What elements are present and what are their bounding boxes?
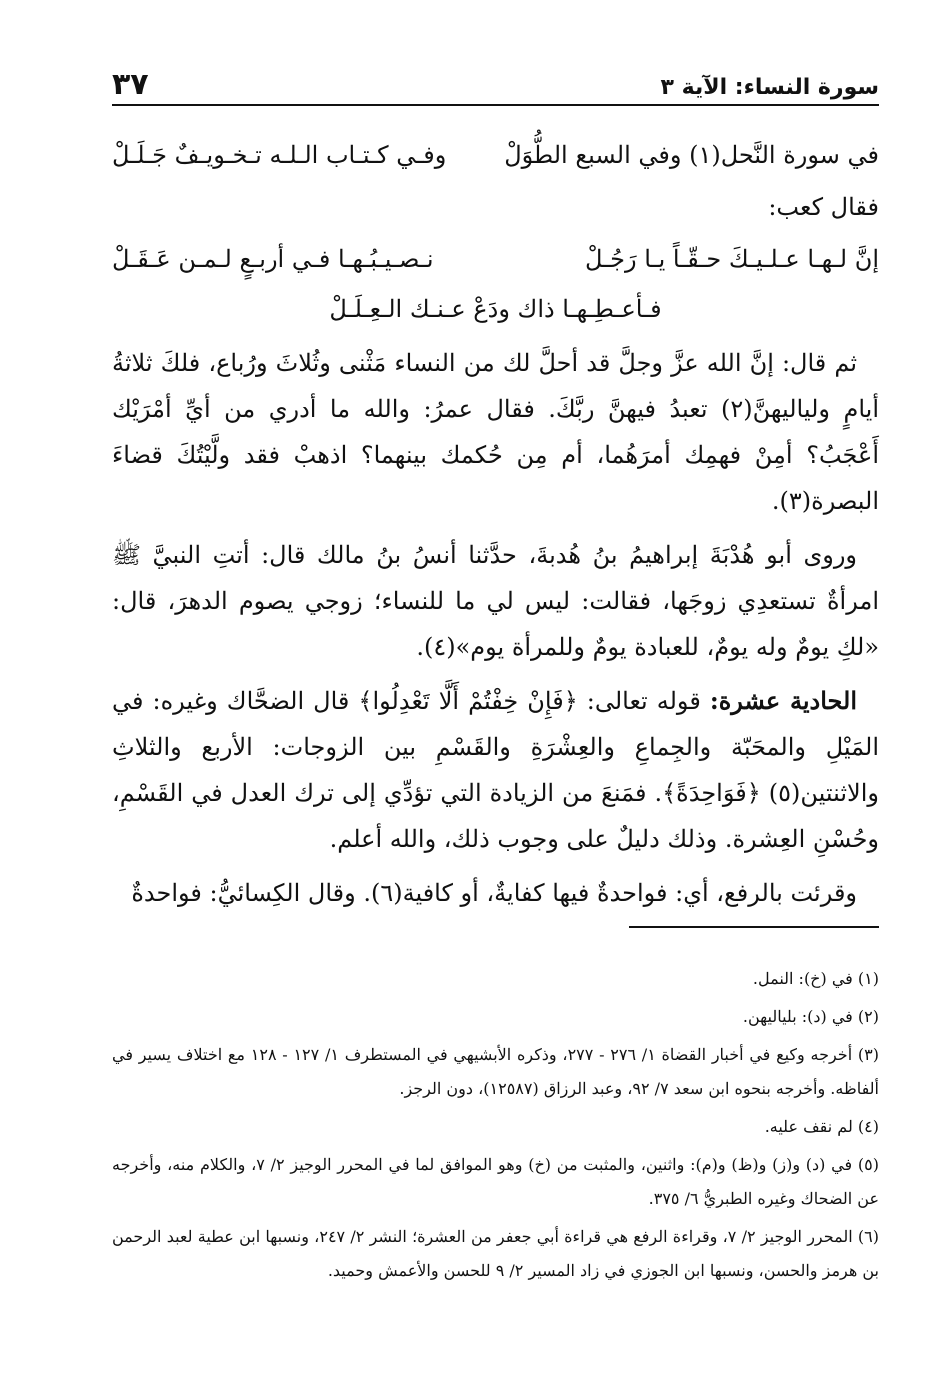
poem-verse-1 bbox=[112, 132, 879, 178]
main-text bbox=[112, 128, 879, 924]
page-number: ٣٧ bbox=[112, 67, 149, 102]
verse-1-first-hemistich: في سورة النَّحل(١) وفي السبع الطُّوَلْ bbox=[504, 141, 879, 169]
kaab-intro: فقال كعب: bbox=[768, 193, 879, 221]
page-header bbox=[112, 64, 879, 106]
footnote-4: (٤) لم نقف عليه. bbox=[764, 1117, 879, 1136]
poem-verse-2 bbox=[112, 236, 879, 282]
paragraph-reading: وقرئت بالرفع، أي: فواحدةٌ فيها كفايةٌ، أو كافية(٦). وقال الكِسائيُّ: فواحدةٌ bbox=[131, 879, 857, 907]
footnote-6: (٦) المحرر الوجيز ٢/ ٧، وقراءة الرفع هي قراءة أبي جعفر من العشرة؛ النشر ٢/ ٢٤٧، ونسبها ابن عطية لعبد الرحمن بن هرمز والحسن، ونسبها ابن الجوزي في زاد المسير ٢/ ٩ للحسن والأعمش وحميد. bbox=[112, 1227, 879, 1280]
footnote-5: (٥) في (د) و(ز) و(ظ) و(م): واثنين، والمثبت من (خ) وهو الموافق لما في المحرر الوجيز ٢/ ٧، والكلام منه، وأخرجه عن الضحاك وغيره الطبريُّ ٦/ ٣٧٥. bbox=[112, 1155, 879, 1208]
section-text: قوله تعالى: ﴿فَإِنْ خِفْتُمْ أَلَّا تَعْدِلُوا﴾ قال الضحَّاك وغيره: في المَيْلِ والمحَبّة والجِماعِ والعِشْرَةِ والقَسْمِ بين الزوجات: الأربع والثلاثِ والاثنتين(٥) ﴿فَوَاحِدَةً﴾. فمَنعَ من الزيادة التي تؤدِّي إلى ترك العدل في القَسْمِ، وحُسْنِ العِشرة. وذلك دليلٌ على وجوب ذلك، والله أعلم. bbox=[112, 687, 879, 853]
verse-1-second-hemistich: وفـي كـتـاب الـلـه تـخـويـفٌ جَـلَـلْ bbox=[112, 141, 447, 169]
section-label: الحادية عشرة: bbox=[709, 686, 857, 715]
poem-verse-3 bbox=[112, 286, 879, 332]
paragraph-hadith: وروى أبو هُدْبَةَ إبراهيمُ بنُ هُدبةَ، حدَّثنا أنسُ بنُ مالك قال: أتتِ النبيَّ ﷺ امرأةٌ تستعدِي زوجَها، فقالت: ليس لي ما للنساء؛ زوجي يصوم الدهرَ، قال: «لكِ يومٌ وله يومٌ، للعبادة يومٌ وللمرأة يوم»(٤). bbox=[112, 541, 879, 661]
running-title: سورة النساء: الآية ٣ bbox=[660, 75, 879, 100]
footnote-3: (٣) أخرجه وكيع في أخبار القضاة ١/ ٢٧٦ - ٢٧٧، وذكره الأبشيهي في المستطرف ١/ ١٢٧ - ١٢٨ مع اختلاف يسير في ألفاظه. وأخرجه بنحوه ابن سعد ٧/ ٩٢، وعبد الرزاق (١٢٥٨٧)، دون الرجز. bbox=[112, 1045, 879, 1098]
footnote-1: (١) في (خ): النمل. bbox=[752, 969, 879, 988]
footnotes bbox=[112, 958, 879, 1292]
verse-2-first-hemistich: إنَّ لـهـا عـلـيـكَ حـقّـاً يـا رَجُـلْ bbox=[584, 245, 879, 273]
paragraph-eleventh bbox=[112, 678, 879, 862]
footnote-separator bbox=[629, 926, 879, 928]
verse-3-text: فـأعـطِـهـا ذاك ودَعْ عـنـك الـعِـلَـلْ bbox=[329, 295, 662, 323]
footnote-2: (٢) في (د): بلياليهن. bbox=[742, 1007, 879, 1026]
paragraph-umar: ثم قال: إنَّ الله عزَّ وجلَّ قد أحلَّ لك من النساء مَثْنى وثُلاثَ ورُباع، فلكَ ثلاثةُ أيامٍ ولياليهنَّ(٢) تعبدُ فيهنَّ ربَّكَ. فقال عمرُ: والله ما أدري من أيِّ أمْرَيْك أَعْجَبُ؟ أمِنْ فهمِك أمرَهُما، أم مِن حُكمك بينهما؟ اذهبْ فقد ولَّيْتُكَ قضاءَ البصرة(٣). bbox=[112, 349, 880, 515]
verse-2-second-hemistich: نـصـيـبُـهـا فـي أربـعٍ لـمـن عَـقَـلْ bbox=[112, 245, 434, 273]
